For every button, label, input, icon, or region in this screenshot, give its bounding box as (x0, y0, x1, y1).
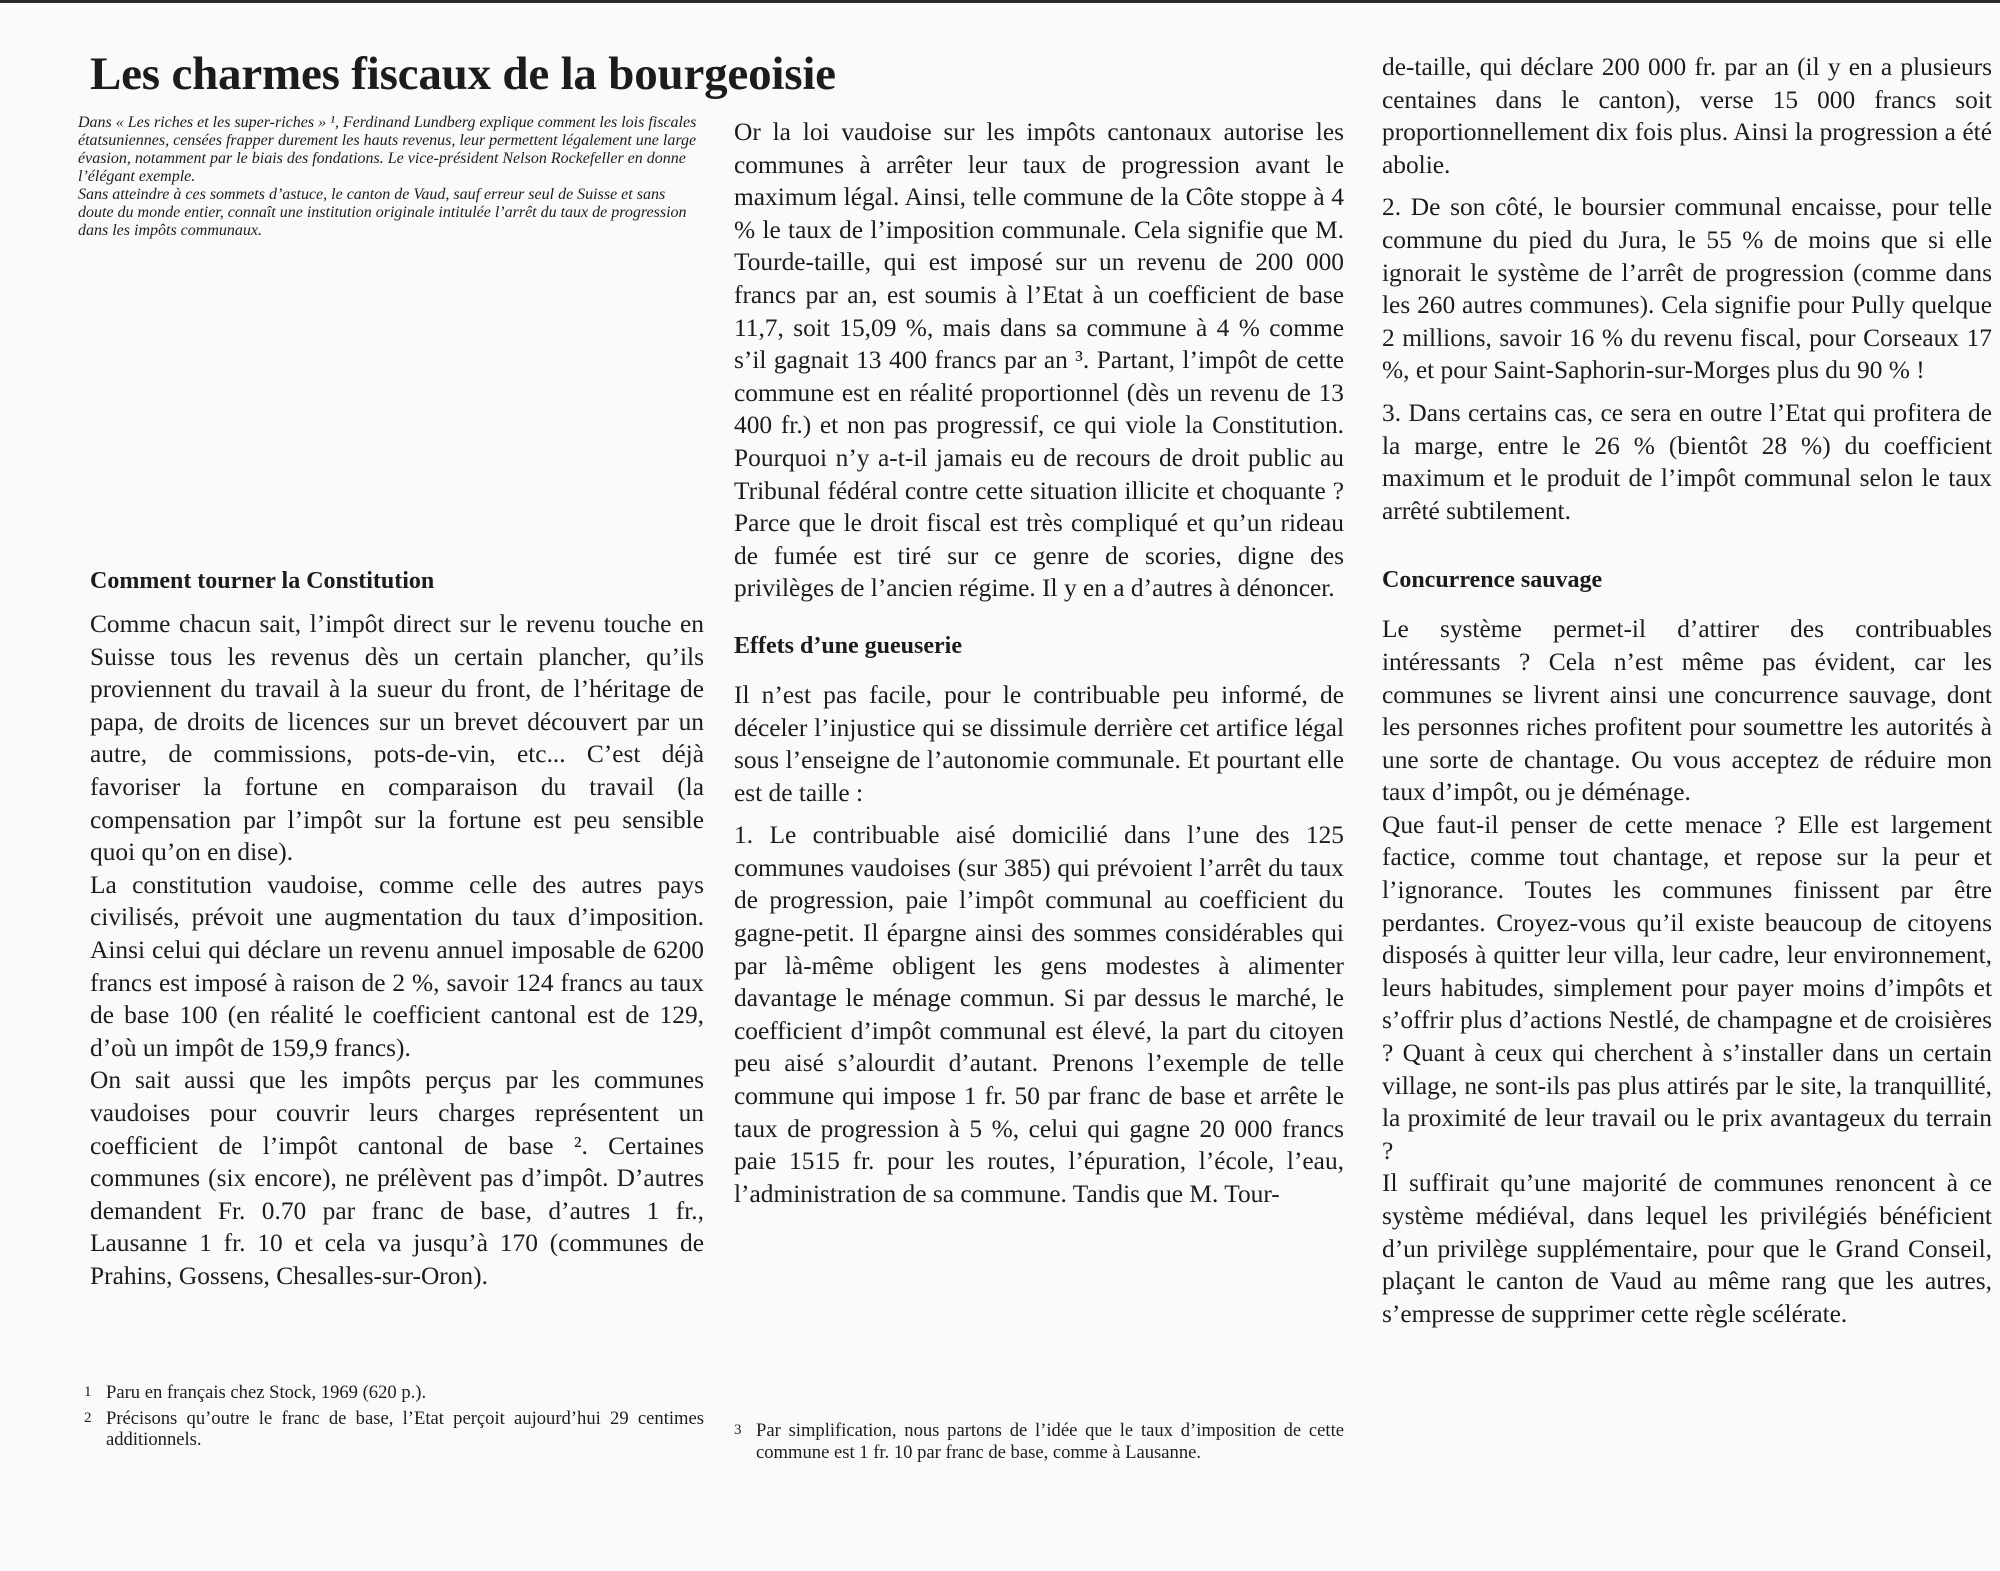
footnotes (734, 1420, 1344, 1463)
footnote-text: Précisons qu’outre le franc de base, l’Etat perçoit aujourd’hui 29 centimes additionnels. (106, 1407, 704, 1450)
section-heading: Comment tourner la Constitution (90, 568, 435, 594)
body-paragraph: La constitution vaudoise, comme celle des autres pays civilisés, prévoit une augmentation du taux d’imposition. Ainsi celui qui déclare un revenu annuel imposable de 6200 francs est imposé à raison de 2 %, savoir 124 francs au taux de base 100 (en réalité le coefficient cantonal est de 129, d’où un impôt de 159,9 francs). (90, 870, 704, 1062)
footnote-number: 1 (84, 1384, 92, 1400)
section-heading: Concurrence sauvage (1382, 567, 1603, 594)
footnote (734, 1420, 1344, 1463)
body-paragraph: Comme chacun sait, l’impôt direct sur le revenu touche en Suisse tous les revenus dès un certain plancher, qu’ils proviennent du travail à la sueur du front, de l’héritage de papa, de droits de licences sur un brevet découvert par un autre, de commissions, pots-de-vin, etc... C’est déjà favoriser la fortune en comparaison du travail (la compensation par l’impôt sur la fortune est peu sensible quoi qu’on en dise). (90, 610, 704, 867)
body-paragraph: Il n’est pas facile, pour le contribuable peu informé, de déceler l’injustice qui se dissimule derrière cet artifice légal sous l’enseigne de l’autonomie communale. Et pourtant elle est de taille : (734, 680, 1344, 807)
article-title: Les charmes fiscaux de la bourgeoisie (90, 48, 836, 100)
body-paragraph: 3. Dans certains cas, ce sera en outre l’Etat qui profitera de la marge, entre le 26 % (bientôt 28 %) du coefficient maximum et le produit de l’impôt communal selon le taux arrêté subtilement. (1382, 398, 1992, 525)
column-3 (1382, 51, 1992, 1330)
body-paragraph: de-taille, qui déclare 200 000 fr. par an (il y en a plusieurs centaines dans le canton), verse 15 000 francs soit proportionnellement dix fois plus. Ainsi la progression a été abolie. (1382, 53, 1992, 179)
intro-paragraph: Dans « Les riches et les super-riches » ¹, Ferdinand Lundberg explique comment les lois fiscales étatsuniennes, censées frapper durement les hauts revenus, leur permettent légalement une large évasion, notamment par le biais des fondations. Le vice-président Nelson Rockefeller en donne l’élégant exemple. (78, 114, 697, 185)
section-body (90, 608, 704, 1292)
footnotes (84, 1382, 704, 1451)
body-paragraph: 1. Le contribuable aisé domicilié dans l’une des 125 communes vaudoises (sur 385) qui prévoient l’arrêt du taux de progression, paie l’impôt communal au coefficient du gagne-petit. Il épargne ainsi des sommes considérables qui par là-même obligent les gens modestes à alimenter davantage le ménage commun. Si par dessus le marché, le coefficient d’impôt communal est élevé, la part du citoyen peu aisé s’alourdit d’autant. Prenons l’exemple de telle commune qui impose 1 fr. 50 par franc de base et arrête le taux de progression à 5 %, celui qui gagne 20 000 francs paie 1515 fr. pour les routes, l’épuration, l’école, l’eau, l’administration de sa commune. Tandis que M. Tour- (734, 821, 1344, 1208)
column-2 (734, 116, 1344, 1463)
section-heading: Effets d’une gueuserie (734, 632, 962, 659)
body-paragraph: On sait aussi que les impôts perçus par les communes vaudoises pour couvrir leurs charges représentent un coefficient de l’impôt cantonal de base ². Certaines communes (six encore), ne prélèvent pas d’impôt. D’autres demandent Fr. 0.70 par franc de base, d’autres 1 fr., Lausanne 1 fr. 10 et cela va jusqu’à 170 (communes de Prahins, Gossens, Chesalles-sur-Oron). (90, 1066, 704, 1290)
body-paragraph: Le système permet-il d’attirer des contribuables intéressants ? Cela n’est même pas évident, car les communes se livrent ainsi une concurrence sauvage, dont les personnes riches profitent pour soumettre les autorités à une sorte de chantage. Ou vous acceptez de réduire mon taux d’impôt, ou je déménage. (1382, 615, 1992, 807)
top-rule (0, 0, 2000, 3)
footnote-text: Paru en français chez Stock, 1969 (620 p.). (106, 1382, 427, 1403)
body-paragraph: Or la loi vaudoise sur les impôts cantonaux autorise les communes à arrêter leur taux de progression avant le maximum légal. Ainsi, telle commune de la Côte stoppe à 4 % le taux de l’imposition communale. Cela signifie que M. Tourde-taille, qui est imposé sur un revenu de 200 000 francs par an, est soumis à l’Etat à un coefficient de base 11,7, soit 15,09 %, mais dans sa commune à 4 % comme s’il gagnait 13 400 francs par an ³. Partant, l’impôt de cette commune est en réalité proportionnel (dès un revenu de 13 400 fr.) et non pas progressif, ce qui viole la Constitution. Pourquoi n’y a-t-il jamais eu de recours de droit public au Tribunal fédéral contre cette situation illicite et choquante ? Parce que le droit fiscal est très compliqué et qu’un rideau de fumée est tiré sur ce genre de scories, digne des privilèges de l’ancien régime. Il y en a d’autres à dénoncer. (734, 118, 1344, 603)
body-paragraph: Que faut-il penser de cette menace ? Elle est largement factice, comme tout chantage, et repose sur la peur et l’ignorance. Toutes les communes finissent par être perdantes. Croyez-vous qu’il existe beaucoup de citoyens disposés à quitter leur villa, leur cadre, leur environnement, leurs habitudes, simplement pour payer moins d’impôts et s’offrir plus d’actions Nestlé, de champagne et de croisières ? Quant à ceux qui cherchent à s’installer dans un certain village, ne sont-ils pas plus attirés par le site, la tranquillité, la proximité de leur travail ou le prix avantageux du terrain ? (1382, 810, 1992, 1165)
footnote-text: Par simplification, nous partons de l’idée que le taux d’imposition de cette commune est 1 fr. 10 par franc de base, comme à Lausanne. (756, 1420, 1344, 1463)
body-paragraph: 2. De son côté, le boursier communal encaisse, pour telle commune du pied du Jura, le 55 % de moins que si elle ignorait le système de l’arrêt de progression (comme dans les 260 autres communes). Cela signifie pour Pully quelque 2 millions, savoir 16 % du revenu fiscal, pour Corseaux 17 %, et pour Saint-Saphorin-sur-Morges plus du 90 % ! (1382, 193, 1992, 385)
footnote-number: 3 (734, 1422, 742, 1438)
footnote-number: 2 (84, 1409, 92, 1426)
intro-paragraph: Sans atteindre à ces sommets d’astuce, le canton de Vaud, sauf erreur seul de Suisse et sans doute du monde entier, connaît une institution originale intitulée l’arrêt du taux de progression dans les impôts communaux. (78, 186, 687, 239)
body-paragraph: Il suffirait qu’une majorité de communes renoncent à ce système médiéval, dans lequel les privilégiés bénéficient d’un privilège supplémentaire, pour que le Grand Conseil, plaçant le canton de Vaud au même rang que les autres, s’empresse de supprimer cette règle scélérate. (1382, 1169, 1992, 1328)
footnote (84, 1408, 704, 1451)
footnote (84, 1382, 704, 1404)
article-intro (78, 114, 700, 240)
